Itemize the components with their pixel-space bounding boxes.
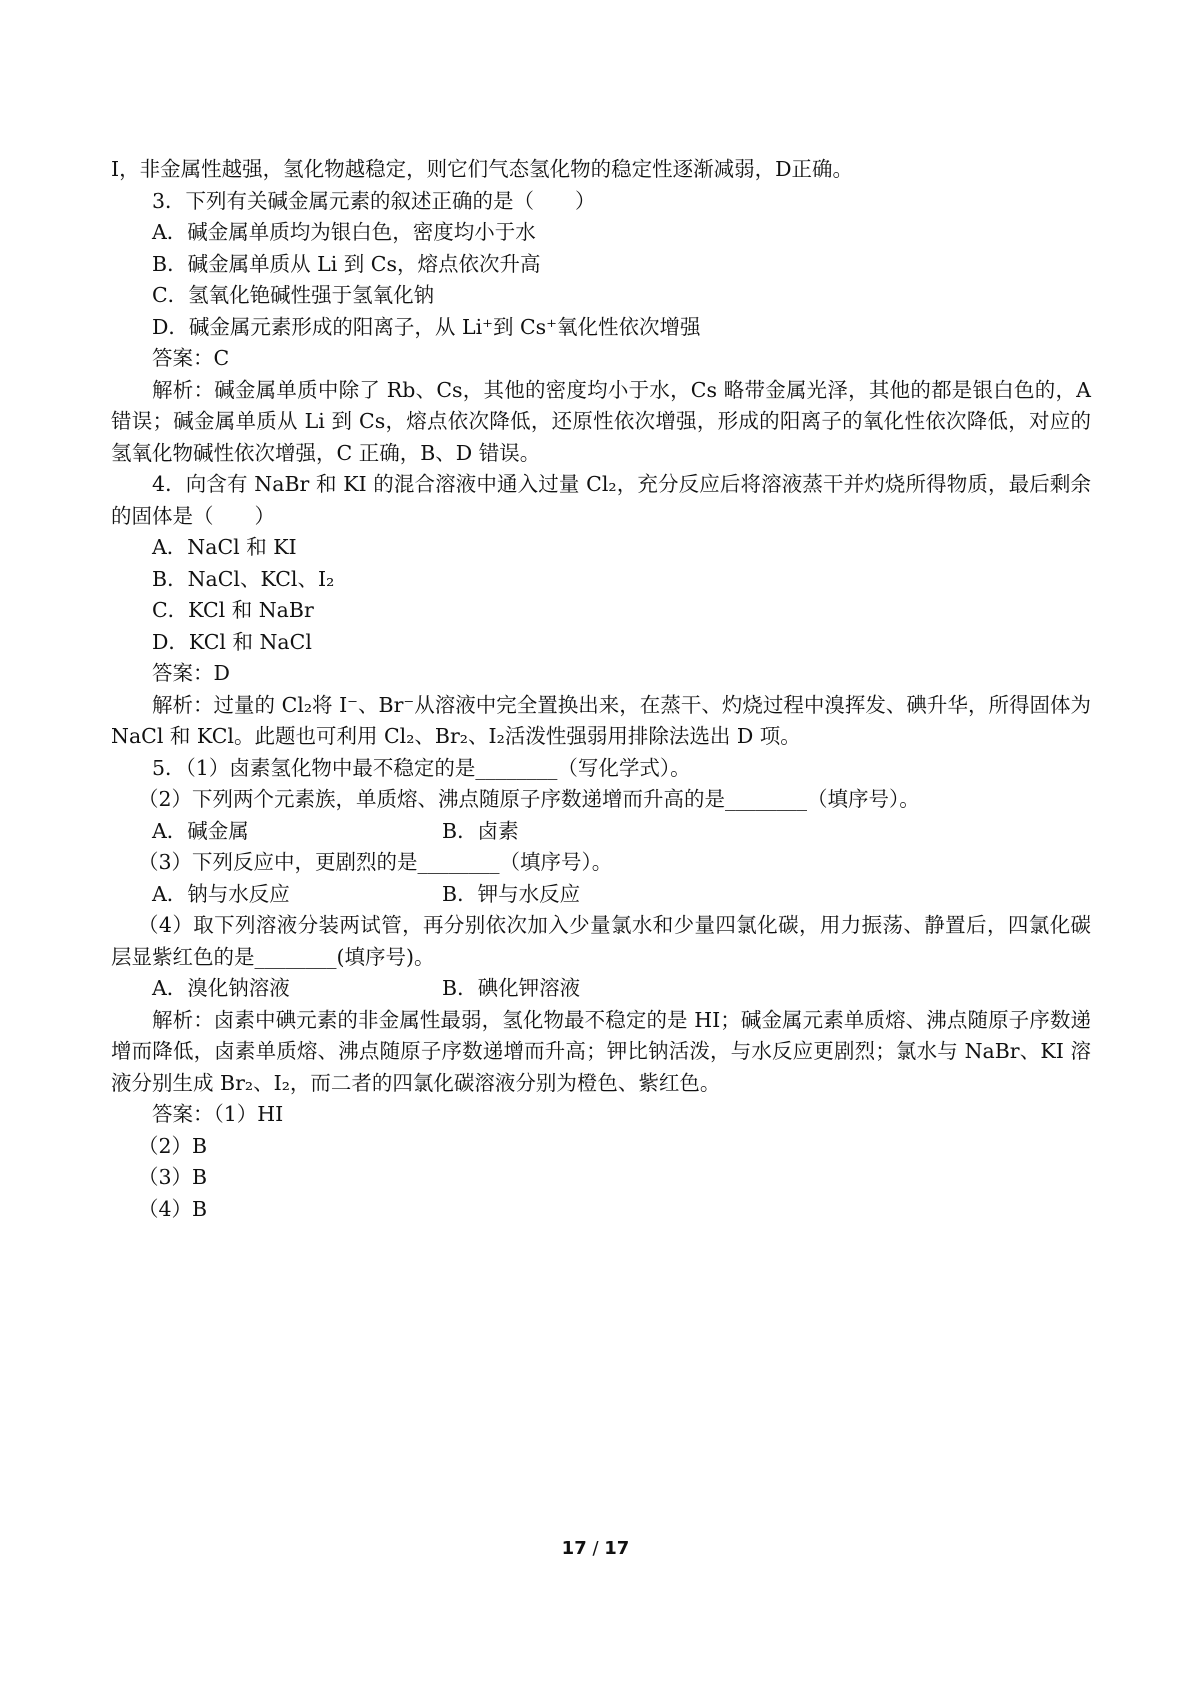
question-5-answer-2: （2）B	[138, 1133, 208, 1158]
question-5-part-2-option-b: B．卤素	[442, 818, 519, 843]
question-3-answer: 答案：C	[152, 346, 230, 370]
question-4-option-c: C．KCl 和 NaBr	[152, 598, 314, 622]
question-4-option-d: D．KCl 和 NaCl	[152, 629, 312, 654]
question-3-option-b: B．碱金属单质从 Li 到 Cs，熔点依次升高	[152, 251, 541, 276]
question-5-part-2-options	[111, 816, 1091, 848]
question-4: 4．向含有 NaBr 和 KI 的混合溶液中通入过量 Cl₂，充分反应后将溶液蒸干并灼烧所得物质，最后剩余的固体是（ ）	[111, 472, 1091, 528]
question-3-option-a: A．碱金属单质均为银白色，密度均小于水	[152, 220, 536, 244]
text-line: I，非金属性越强，氢化物越稳定，则它们气态氢化物的稳定性逐渐减弱，D正确。	[111, 157, 854, 181]
question-5-part-3: （3）下列反应中，更剧烈的是________（填序号）。	[138, 850, 613, 874]
question-5-part-4-options	[111, 973, 1091, 1005]
question-4-answer: 答案：D	[152, 661, 230, 685]
page-total: 17	[604, 1538, 630, 1559]
question-5-part-4-option-a: A．溴化钠溶液	[152, 976, 290, 1000]
question-5-part-4: （4）取下列溶液分装两试管，再分别依次加入少量氯水和少量四氯化碳，用力振荡、静置后，四氯化碳层显紫红色的是________(填序号)。	[111, 913, 1091, 969]
page-separator: /	[586, 1538, 605, 1559]
question-5-part-4-option-b: B．碘化钾溶液	[442, 976, 581, 1000]
question-5-answer-1: 答案：（1）HI	[152, 1102, 284, 1126]
page-content	[111, 154, 1091, 1225]
question-3-option-d: D．碱金属元素形成的阳离子，从 Li⁺到 Cs⁺氧化性依次增强	[152, 314, 701, 339]
question-5-part-2-option-a: A．碱金属	[152, 818, 249, 843]
question-5-part-3-option-a: A．钠与水反应	[152, 881, 290, 906]
question-4-option-b: B．NaCl、KCl、I₂	[152, 566, 335, 591]
question-5-answer-3: （3）B	[138, 1165, 208, 1189]
question-5-part-1: 5．（1）卤素氢化物中最不稳定的是________（写化学式）。	[152, 755, 691, 780]
question-5-part-3-option-b: B．钾与水反应	[442, 881, 581, 906]
question-5-explanation: 解析：卤素中碘元素的非金属性最弱，氢化物最不稳定的是 HI；碱金属元素单质熔、沸点随原子序数递增而降低，卤素单质熔、沸点随原子序数递增而升高；钾比钠活泼，与水反应更剧烈；氯水与 NaBr、KI 溶液分别生成 Br₂、I₂，而二者的四氯化碳溶液分别为橙色、紫红色。	[111, 1007, 1091, 1095]
question-3-explanation: 解析：碱金属单质中除了 Rb、Cs，其他的密度均小于水，Cs 略带金属光泽，其他的都是银白色的，A 错误；碱金属单质从 Li 到 Cs，熔点依次降低，还原性依次增强，形成的阳离子的氧化性依次降低，对应的氢氧化物碱性依次增强，C 正确，B、D 错误。	[111, 377, 1091, 465]
question-3-option-c: C．氢氧化铯碱性强于氢氧化钠	[152, 283, 435, 307]
page-number	[0, 1538, 1191, 1559]
question-4-option-a: A．NaCl 和 KI	[152, 535, 297, 559]
question-5-part-2: （2）下列两个元素族，单质熔、沸点随原子序数递增而升高的是________（填序号）。	[138, 787, 920, 811]
question-4-explanation: 解析：过量的 Cl₂将 I⁻、Br⁻从溶液中完全置换出来，在蒸干、灼烧过程中溴挥发、碘升华，所得固体为 NaCl 和 KCl。此题也可利用 Cl₂、Br₂、I₂活泼性强弱用排除法选出 D 项。	[111, 692, 1091, 748]
page-current: 17	[561, 1538, 587, 1559]
question-5-part-3-options	[111, 879, 1091, 911]
question-3: 3．下列有关碱金属元素的叙述正确的是（ ）	[152, 188, 596, 213]
question-5-answer-4: （4）B	[138, 1196, 208, 1221]
